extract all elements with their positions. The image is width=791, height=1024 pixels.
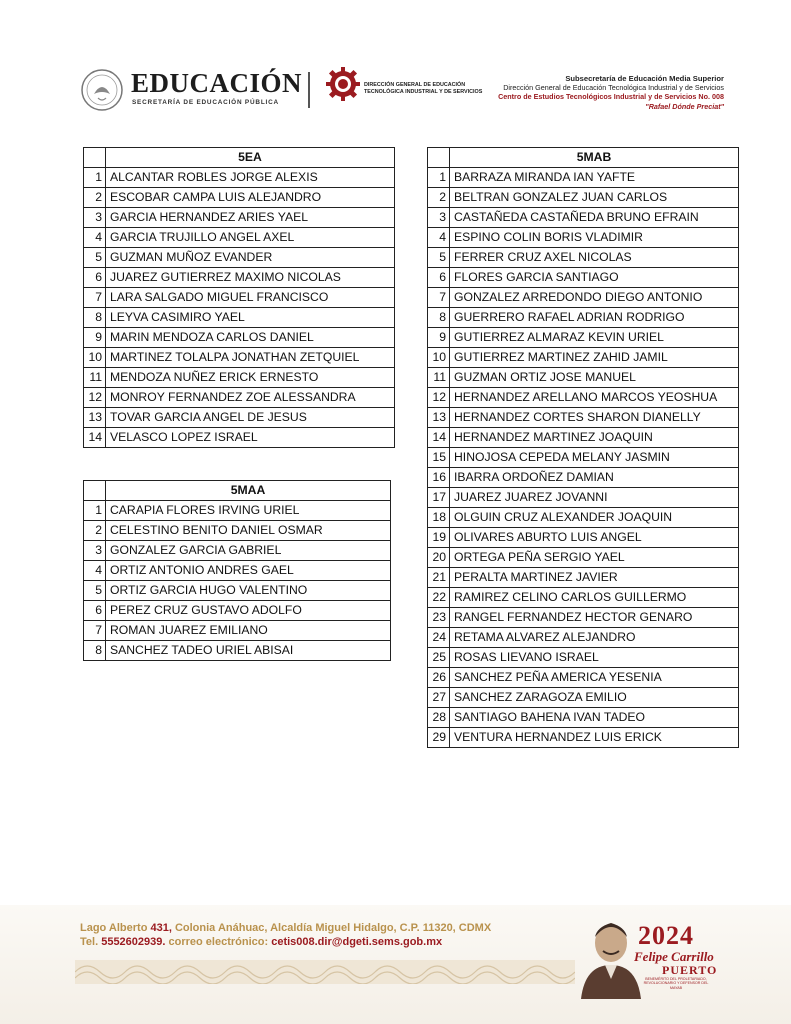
group-5ea-table xyxy=(83,147,395,448)
table-row xyxy=(428,408,739,428)
student-name: ESPINO COLIN BORIS VLADIMIR xyxy=(450,228,739,248)
student-name: ORTIZ GARCIA HUGO VALENTINO xyxy=(106,581,391,601)
student-name: LEYVA CASIMIRO YAEL xyxy=(106,308,395,328)
row-number: 23 xyxy=(428,608,450,628)
student-name: JUAREZ GUTIERREZ MAXIMO NICOLAS xyxy=(106,268,395,288)
table-row xyxy=(428,528,739,548)
student-name: RANGEL FERNANDEZ HECTOR GENARO xyxy=(450,608,739,628)
student-name: HERNANDEZ MARTINEZ JOAQUIN xyxy=(450,428,739,448)
student-name: SANCHEZ PEÑA AMERICA YESENIA xyxy=(450,668,739,688)
email-domain: @dgeti.sems.gob.mx xyxy=(331,936,443,948)
table-row xyxy=(428,448,739,468)
row-number: 3 xyxy=(84,208,106,228)
table-row xyxy=(84,208,395,228)
student-name: GARCIA HERNANDEZ ARIES YAEL xyxy=(106,208,395,228)
footer xyxy=(0,905,791,1024)
table-row xyxy=(84,248,395,268)
row-number: 1 xyxy=(84,168,106,188)
table-row xyxy=(428,288,739,308)
row-number: 27 xyxy=(428,688,450,708)
group-5mab-table xyxy=(427,147,739,748)
address-rest: Colonia Anáhuac, Alcaldía Miguel Hidalgo, C.P. 11320, CDMX xyxy=(171,922,492,934)
row-number: 10 xyxy=(84,348,106,368)
year-honoree-surname: PUERTO xyxy=(662,963,718,977)
number-header xyxy=(428,148,450,168)
school-name-line: "Rafael Dónde Preciat" xyxy=(645,101,724,111)
row-number: 2 xyxy=(428,188,450,208)
row-number: 6 xyxy=(428,268,450,288)
student-name: BARRAZA MIRANDA IAN YAFTE xyxy=(450,168,739,188)
student-name: GUZMAN ORTIZ JOSE MANUEL xyxy=(450,368,739,388)
table-row xyxy=(428,368,739,388)
row-number: 24 xyxy=(428,628,450,648)
student-name: JUAREZ JUAREZ JOVANNI xyxy=(450,488,739,508)
student-name: OLIVARES ABURTO LUIS ANGEL xyxy=(450,528,739,548)
table-row xyxy=(84,408,395,428)
table-row xyxy=(428,388,739,408)
row-number: 2 xyxy=(84,521,106,541)
table-row xyxy=(84,308,395,328)
row-number: 9 xyxy=(428,328,450,348)
student-name: VENTURA HERNANDEZ LUIS ERICK xyxy=(450,728,739,748)
dgeti-line-2: TECNOLÓGICA INDUSTRIAL Y DE SERVICIOS xyxy=(364,88,483,95)
student-name: PEREZ CRUZ GUSTAVO ADOLFO xyxy=(106,601,391,621)
group-name: 5MAB xyxy=(450,148,739,168)
table-row xyxy=(84,561,391,581)
table-row xyxy=(84,388,395,408)
row-number: 10 xyxy=(428,348,450,368)
student-name: GUTIERREZ MARTINEZ ZAHID JAMIL xyxy=(450,348,739,368)
student-name: FLORES GARCIA SANTIAGO xyxy=(450,268,739,288)
group-5maa-table xyxy=(83,480,391,661)
student-name: ORTEGA PEÑA SERGIO YAEL xyxy=(450,548,739,568)
address-street: Lago Alberto xyxy=(80,922,151,934)
phone-number: 5552602939. xyxy=(101,936,166,948)
row-number: 25 xyxy=(428,648,450,668)
row-number: 18 xyxy=(428,508,450,528)
row-number: 5 xyxy=(84,581,106,601)
header-divider xyxy=(308,72,310,108)
number-header xyxy=(84,481,106,501)
row-number: 28 xyxy=(428,708,450,728)
address-number: 431, xyxy=(150,922,172,934)
row-number: 7 xyxy=(84,288,106,308)
row-number: 6 xyxy=(84,601,106,621)
student-name: IBARRA ORDOÑEZ DAMIAN xyxy=(450,468,739,488)
student-name: ROSAS LIEVANO ISRAEL xyxy=(450,648,739,668)
student-name: HERNANDEZ CORTES SHARON DIANELLY xyxy=(450,408,739,428)
table-row xyxy=(428,248,739,268)
row-number: 3 xyxy=(428,208,450,228)
table-row xyxy=(428,348,739,368)
row-number: 5 xyxy=(84,248,106,268)
row-number: 7 xyxy=(84,621,106,641)
student-name: MENDOZA NUÑEZ ERICK ERNESTO xyxy=(106,368,395,388)
row-number: 12 xyxy=(84,388,106,408)
student-name: GUTIERREZ ALMARAZ KEVIN URIEL xyxy=(450,328,739,348)
table-header-row xyxy=(428,148,739,168)
table-row xyxy=(428,268,739,288)
row-number: 9 xyxy=(84,328,106,348)
table-row xyxy=(84,288,395,308)
row-number: 6 xyxy=(84,268,106,288)
table-row xyxy=(84,168,395,188)
row-number: 14 xyxy=(84,428,106,448)
table-row xyxy=(428,208,739,228)
table-row xyxy=(428,548,739,568)
row-number: 7 xyxy=(428,288,450,308)
dgeti-label xyxy=(364,82,482,95)
student-name: HINOJOSA CEPEDA MELANY JASMIN xyxy=(450,448,739,468)
row-number: 26 xyxy=(428,668,450,688)
centro-line: Centro de Estudios Tecnológicos Industrial y de Servicios No. 008 xyxy=(498,92,724,102)
row-number: 21 xyxy=(428,568,450,588)
dgeti-line-1: DIRECCIÓN GENERAL DE EDUCACIÓN xyxy=(364,82,466,88)
year-honoree-name: Felipe Carrillo xyxy=(634,949,714,964)
year-label: 2024 xyxy=(638,921,694,950)
student-name: VELASCO LOPEZ ISRAEL xyxy=(106,428,395,448)
row-number: 4 xyxy=(84,561,106,581)
table-row xyxy=(84,541,391,561)
row-number: 16 xyxy=(428,468,450,488)
row-number: 20 xyxy=(428,548,450,568)
number-header xyxy=(84,148,106,168)
table-row xyxy=(428,628,739,648)
row-number: 5 xyxy=(428,248,450,268)
row-number: 1 xyxy=(84,501,106,521)
direccion-line: Dirección General de Educación Tecnológica Industrial y de Servicios xyxy=(503,83,724,93)
table-row xyxy=(84,581,391,601)
table-header-row xyxy=(84,481,391,501)
row-number: 1 xyxy=(428,168,450,188)
student-name: HERNANDEZ ARELLANO MARCOS YEOSHUA xyxy=(450,388,739,408)
student-name: CARAPIA FLORES IRVING URIEL xyxy=(106,501,391,521)
table-row xyxy=(428,668,739,688)
student-name: MARTINEZ TOLALPA JONATHAN ZETQUIEL xyxy=(106,348,395,368)
group-name: 5EA xyxy=(106,148,395,168)
student-name: CASTAÑEDA CASTAÑEDA BRUNO EFRAIN xyxy=(450,208,739,228)
student-name: SANCHEZ ZARAGOZA EMILIO xyxy=(450,688,739,708)
student-name: GUZMAN MUÑOZ EVANDER xyxy=(106,248,395,268)
table-row xyxy=(428,608,739,628)
table-row xyxy=(84,501,391,521)
table-row xyxy=(84,328,395,348)
table-row xyxy=(428,708,739,728)
table-row xyxy=(428,328,739,348)
row-number: 4 xyxy=(84,228,106,248)
row-number: 8 xyxy=(84,308,106,328)
student-name: ALCANTAR ROBLES JORGE ALEXIS xyxy=(106,168,395,188)
row-number: 2 xyxy=(84,188,106,208)
row-number: 3 xyxy=(84,541,106,561)
institution-info xyxy=(498,74,724,111)
table-row xyxy=(84,348,395,368)
student-name: FERRER CRUZ AXEL NICOLAS xyxy=(450,248,739,268)
table-row xyxy=(84,228,395,248)
letterhead xyxy=(0,60,791,120)
table-header-row xyxy=(84,148,395,168)
student-name: SANCHEZ TADEO URIEL ABISAI xyxy=(106,641,391,661)
address-line xyxy=(80,921,491,935)
row-number: 22 xyxy=(428,588,450,608)
email-user: cetis008.dir xyxy=(271,936,332,948)
student-name: RAMIREZ CELINO CARLOS GUILLERMO xyxy=(450,588,739,608)
year-honoree-description: BENEMÉRITO DEL PROLETARIADO, REVOLUCIONARIO Y DEFENSOR DEL MAYAB xyxy=(643,977,709,990)
table-row xyxy=(428,168,739,188)
row-number: 19 xyxy=(428,528,450,548)
row-number: 13 xyxy=(84,408,106,428)
student-name: OLGUIN CRUZ ALEXANDER JOAQUIN xyxy=(450,508,739,528)
row-number: 11 xyxy=(84,368,106,388)
mexican-seal-icon xyxy=(80,68,124,112)
group-name: 5MAA xyxy=(106,481,391,501)
table-row xyxy=(428,728,739,748)
student-name: PERALTA MARTINEZ JAVIER xyxy=(450,568,739,588)
student-name: SANTIAGO BAHENA IVAN TADEO xyxy=(450,708,739,728)
student-name: GONZALEZ ARREDONDO DIEGO ANTONIO xyxy=(450,288,739,308)
table-row xyxy=(428,228,739,248)
table-row xyxy=(428,688,739,708)
table-row xyxy=(84,621,391,641)
row-number: 17 xyxy=(428,488,450,508)
row-number: 11 xyxy=(428,368,450,388)
table-row xyxy=(428,568,739,588)
table-row xyxy=(84,368,395,388)
student-name: LARA SALGADO MIGUEL FRANCISCO xyxy=(106,288,395,308)
row-number: 14 xyxy=(428,428,450,448)
table-row xyxy=(428,648,739,668)
table-row xyxy=(84,188,395,208)
contact-line xyxy=(80,935,491,949)
address-block xyxy=(80,921,491,949)
education-title: EDUCACIÓN xyxy=(131,68,303,98)
student-name: MARIN MENDOZA CARLOS DANIEL xyxy=(106,328,395,348)
student-name: MONROY FERNANDEZ ZOE ALESSANDRA xyxy=(106,388,395,408)
student-name: GARCIA TRUJILLO ANGEL AXEL xyxy=(106,228,395,248)
student-name: GUERRERO RAFAEL ADRIAN RODRIGO xyxy=(450,308,739,328)
row-number: 8 xyxy=(428,308,450,328)
subsecretaria-line: Subsecretaría de Educación Media Superior xyxy=(565,74,724,83)
student-name: BELTRAN GONZALEZ JUAN CARLOS xyxy=(450,188,739,208)
row-number: 8 xyxy=(84,641,106,661)
table-row xyxy=(428,188,739,208)
decorative-pattern-band xyxy=(75,960,575,984)
row-number: 4 xyxy=(428,228,450,248)
table-row xyxy=(428,308,739,328)
education-subtitle: SECRETARÍA DE EDUCACIÓN PÚBLICA xyxy=(132,99,279,106)
table-row xyxy=(428,588,739,608)
table-row xyxy=(84,641,391,661)
dgeti-gear-logo-icon xyxy=(325,66,361,102)
tel-label: Tel. xyxy=(80,936,102,948)
row-number: 12 xyxy=(428,388,450,408)
table-row xyxy=(428,508,739,528)
student-name: ORTIZ ANTONIO ANDRES GAEL xyxy=(106,561,391,581)
email-label: correo electrónico: xyxy=(165,936,272,948)
table-row xyxy=(84,521,391,541)
row-number: 13 xyxy=(428,408,450,428)
table-row xyxy=(84,601,391,621)
student-name: ESCOBAR CAMPA LUIS ALEJANDRO xyxy=(106,188,395,208)
table-row xyxy=(84,268,395,288)
row-number: 15 xyxy=(428,448,450,468)
table-row xyxy=(428,428,739,448)
student-name: GONZALEZ GARCIA GABRIEL xyxy=(106,541,391,561)
student-name: ROMAN JUAREZ EMILIANO xyxy=(106,621,391,641)
student-name: RETAMA ALVAREZ ALEJANDRO xyxy=(450,628,739,648)
student-name: TOVAR GARCIA ANGEL DE JESUS xyxy=(106,408,395,428)
table-row xyxy=(428,468,739,488)
table-row xyxy=(84,428,395,448)
table-row xyxy=(428,488,739,508)
row-number: 29 xyxy=(428,728,450,748)
student-name: CELESTINO BENITO DANIEL OSMAR xyxy=(106,521,391,541)
